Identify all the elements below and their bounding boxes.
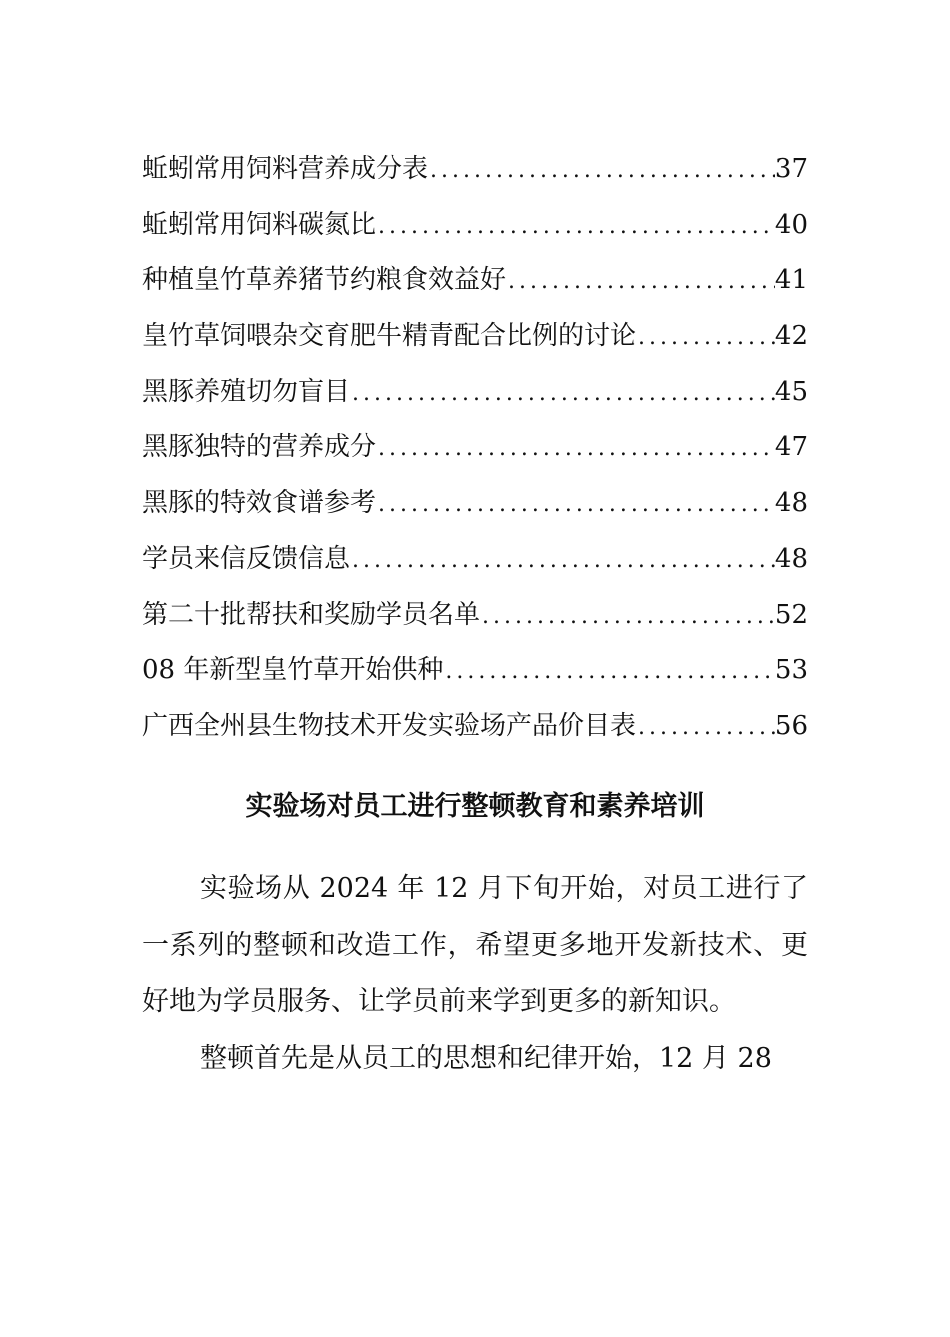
table-of-contents <box>142 142 808 755</box>
toc-leader-dots <box>350 533 775 588</box>
toc-entry <box>142 142 808 198</box>
toc-entry-page: 41 <box>774 265 808 296</box>
article-paragraph: 整顿首先是从员工的思想和纪律开始，12 月 28 <box>200 1042 772 1074</box>
toc-entry-title: 黑豚养殖切勿盲目 <box>142 376 351 407</box>
article-body <box>142 861 808 1087</box>
toc-entry-title: 学员来信反馈信息 <box>142 543 351 574</box>
toc-entry <box>142 699 808 755</box>
toc-entry-title: 黑豚独特的营养成分 <box>142 432 377 463</box>
toc-leader-dots <box>376 477 775 532</box>
toc-entry-page: 48 <box>774 543 808 574</box>
toc-entry-page: 42 <box>774 321 808 352</box>
toc-leader-dots <box>636 310 775 365</box>
toc-leader-dots <box>506 254 775 309</box>
toc-entry <box>142 643 808 699</box>
toc-entry-page: 48 <box>774 488 808 519</box>
toc-entry-page: 52 <box>774 599 808 630</box>
toc-entry <box>142 253 808 309</box>
toc-leader-dots <box>376 199 775 254</box>
toc-entry-page: 56 <box>774 710 808 741</box>
article-title: 实验场对员工进行整顿教育和素养培训 <box>245 791 705 822</box>
toc-leader-dots <box>480 589 775 644</box>
article-paragraph: 实验场从 2024 年 12 月下旬开始，对员工进行了一系列的整顿和改造工作，希望更多地开发新技术、更好地为学员服务、让学员前来学到更多的新知识。 <box>142 873 808 1017</box>
toc-entry <box>142 198 808 254</box>
toc-entry-title: 蚯蚓常用饲料碳氮比 <box>142 209 377 240</box>
toc-entry-title: 广西全州县生物技术开发实验场产品价目表 <box>142 710 637 741</box>
toc-entry-page: 53 <box>774 655 808 686</box>
toc-leader-dots <box>428 143 775 198</box>
toc-leader-dots <box>376 421 775 476</box>
toc-leader-dots <box>443 644 775 699</box>
toc-entry-title: 皇竹草饲喂杂交育肥牛精青配合比例的讨论 <box>142 321 637 352</box>
toc-leader-dots <box>350 366 775 421</box>
toc-entry-title: 08 年新型皇竹草开始供种 <box>142 655 444 686</box>
toc-entry-title: 第二十批帮扶和奖励学员名单 <box>142 599 481 630</box>
toc-entry <box>142 365 808 421</box>
toc-entry-page: 37 <box>774 154 808 184</box>
toc-entry <box>142 476 808 532</box>
toc-entry <box>142 532 808 588</box>
toc-entry <box>142 588 808 644</box>
toc-entry-page: 47 <box>774 432 808 463</box>
toc-entry <box>142 420 808 476</box>
toc-entry-title: 种植皇竹草养猪节约粮食效益好 <box>142 265 507 296</box>
toc-entry <box>142 309 808 365</box>
toc-leader-dots <box>636 700 775 755</box>
toc-entry-title: 蚯蚓常用饲料营养成分表 <box>142 154 429 184</box>
toc-entry-page: 45 <box>774 376 808 407</box>
toc-entry-title: 黑豚的特效食谱参考 <box>142 488 377 519</box>
toc-entry-page: 40 <box>774 209 808 240</box>
